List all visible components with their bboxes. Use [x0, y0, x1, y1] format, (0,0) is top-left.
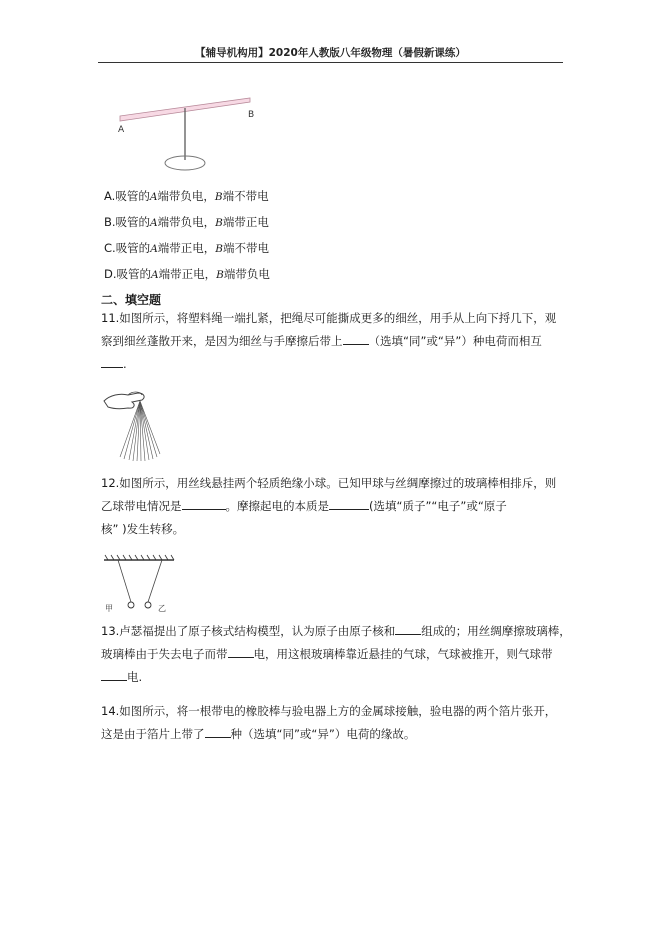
ball-label-left: 甲 — [105, 604, 113, 613]
section-title: 二、填空题 — [101, 293, 162, 307]
question-11: 11.如图所示，将塑料绳一端扎紧，把绳尽可能撕成更多的细丝，用手从上向下捋几下，观 察到细丝蓬散开来，是因为细丝与手摩擦后带上 （选填“同”或“异”）种电荷而相互 . — [101, 311, 557, 371]
blank[interactable] — [329, 496, 369, 510]
blank[interactable] — [228, 644, 254, 658]
label-a: A — [118, 125, 125, 135]
page-header: 【辅导机构用】2020年人教版八年级物理（暑假新课练） — [98, 44, 563, 63]
option-a: A.吸管的A端带负电，B端不带电 — [104, 189, 269, 203]
option-d: D.吸管的A端带正电，B端带负电 — [104, 267, 270, 281]
hand-strands-figure — [102, 387, 182, 463]
blank[interactable] — [205, 724, 231, 738]
blank[interactable] — [101, 354, 123, 368]
ball-label-right: 乙 — [158, 604, 166, 613]
hanging-balls-figure — [100, 554, 180, 616]
question-14: 14.如图所示，将一根带电的橡胶棒与验电器上方的金属球接触，验电器的两个箔片张开， 这是由于箔片上带了 种（选填“同”或“异”）电荷的缘故。 — [101, 704, 557, 741]
option-c: C.吸管的A端带正电，B端不带电 — [104, 241, 269, 255]
blank[interactable] — [343, 331, 369, 345]
option-b: B.吸管的A端带负电，B端带正电 — [104, 215, 269, 229]
blank[interactable] — [182, 496, 226, 510]
blank[interactable] — [395, 621, 421, 635]
straw-stand-figure — [112, 92, 262, 177]
question-13: 13.卢瑟福提出了原子核式结构模型，认为原子由原子核和 组成的；用丝绸摩擦玻璃棒， 玻璃棒由于失去电子而带 电，用这根玻璃棒靠近悬挂的气球，气球被推开，则气球带 电. — [101, 620, 571, 689]
label-b: B — [248, 110, 255, 120]
question-12: 12.如图所示，用丝线悬挂两个轻质绝缘小球。已知甲球与丝绸摩擦过的玻璃棒相排斥，则 乙球带电情况是 。摩擦起电的本质是 (选填“质子”“电子”或“原子 核” )发生转移。 — [101, 476, 557, 536]
blank[interactable] — [101, 667, 127, 681]
